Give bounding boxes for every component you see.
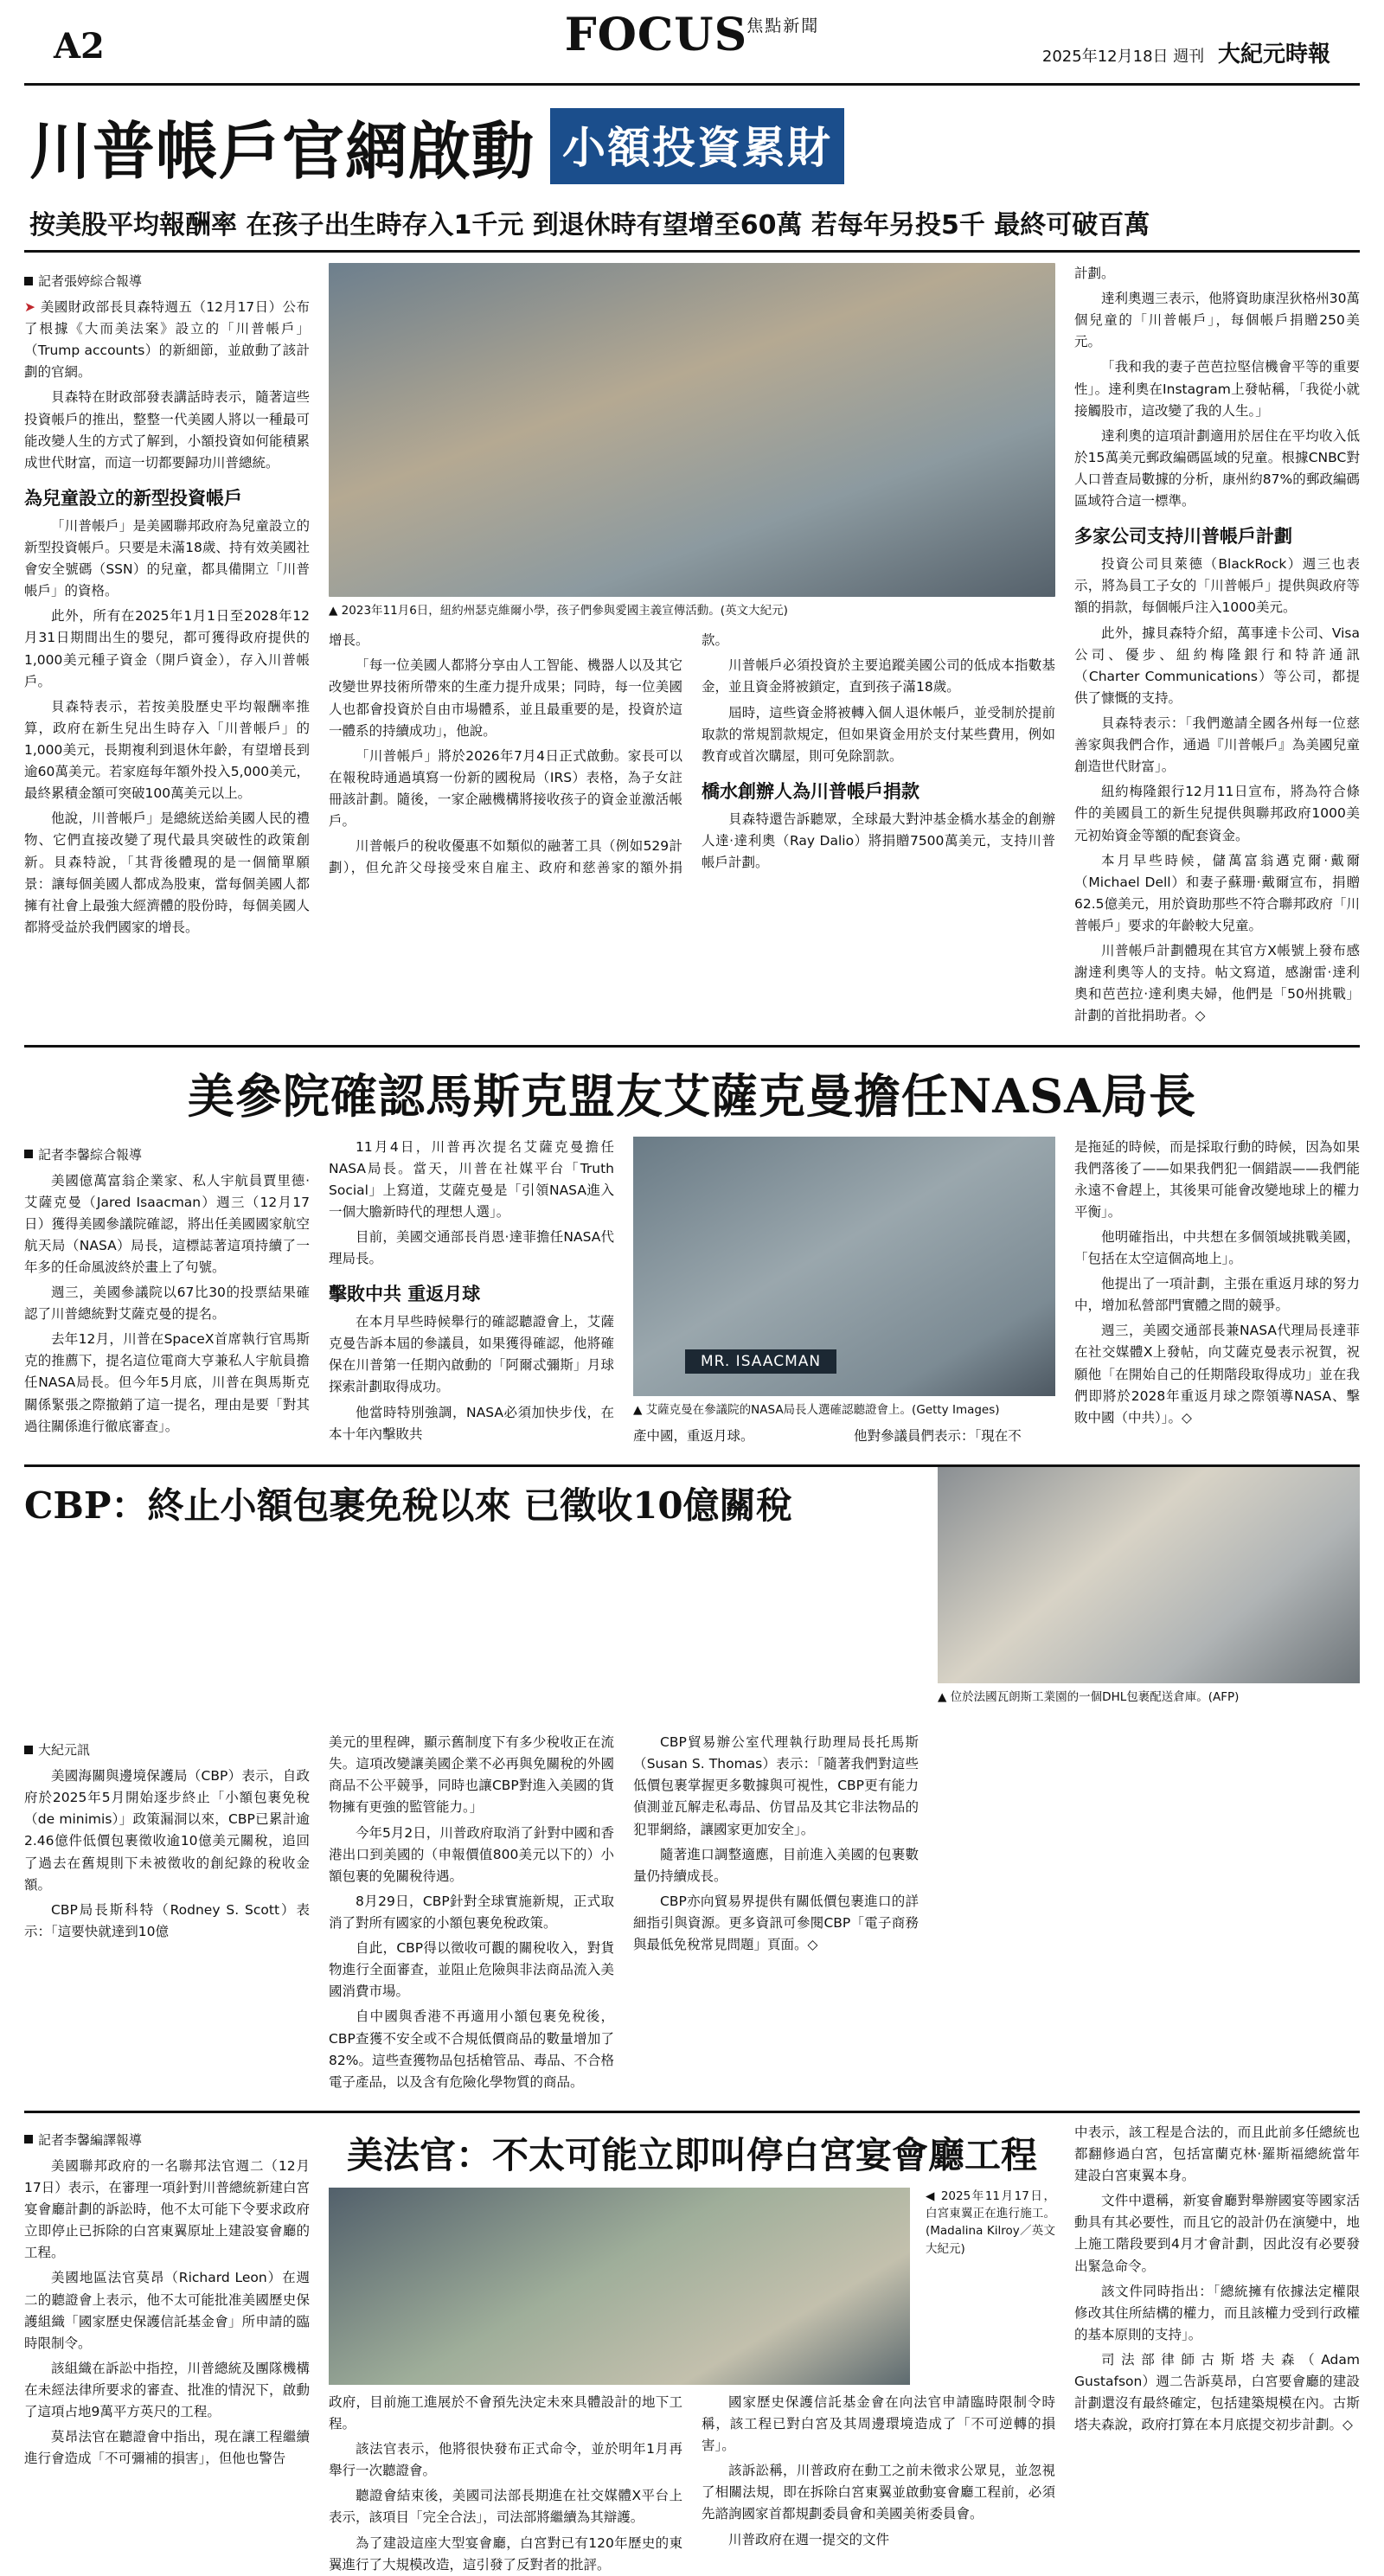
paragraph: 司法部律師古斯塔夫森（Adam Gustafson）週二告訴莫昂，白宮要會廳的建設計劃還沒有最終確定，包括建築規模在內。古斯塔夫森說，政府打算在本月底提交初步計劃。◇ <box>1074 2351 1360 2433</box>
article1-photo <box>329 263 1055 597</box>
article2-subsection: 擊敗中共 重返月球 <box>329 1284 481 1305</box>
witness-nameplate: MR. ISAACMAN <box>685 1349 836 1374</box>
article4-byline <box>24 2131 310 2149</box>
divider <box>24 1045 1360 1048</box>
paragraph: 他提出了一項計劃，主張在重返月球的努力中，增加私營部門實體之間的競爭。 <box>1074 1276 1360 1314</box>
paragraph: 是拖延的時候，而是採取行動的時候，因為如果我們落後了——如果我們犯一個錯誤——我們能永遠不會趕上，其後果可能會改變地球上的權力平衡」。 <box>1074 1138 1360 1220</box>
byline-marker-icon <box>24 277 33 285</box>
article4-photo <box>329 2188 910 2385</box>
paragraph: 達利奧的這項計劃適用於居住在平均收入低於15萬美元郵政編碼區域的兒童。根據CNBC對人口普查局數據的分析，康州約87%的郵政編碼區域符合這一標準。 <box>1074 427 1360 509</box>
section-logo-en: FOCUS <box>564 9 748 61</box>
paragraph: 他對參議員們表示：「現在不 <box>854 1427 1022 1444</box>
byline-text: 記者李馨編譯報導 <box>38 2131 143 2148</box>
paragraph: 此外，據貝森特介紹，萬事達卡公司、Visa公司、優步、紐約梅隆銀行和特許通訊（Charter Communications）等公司，都提供了慷慨的支持。 <box>1074 625 1360 706</box>
article1-byline <box>24 272 310 290</box>
article2-center <box>633 1137 1055 1451</box>
masthead <box>24 0 1360 86</box>
paragraph: 為了建設這座大型宴會廳，白宮對已有120年歷史的東翼進行了大規模改造，這引發了反對者的批評。 <box>329 2534 682 2573</box>
paragraph: 8月29日，CBP針對全球實施新規，正式取消了對所有國家的小額包裹免稅政策。 <box>329 1893 614 1931</box>
paragraph: 11月4日，川普再次提名艾薩克曼擔任NASA局長。當天，川普在社媒平台「Truth Social」上寫道，艾薩克曼是「引領NASA進入一個大膽新時代的理想人選」。 <box>329 1138 614 1220</box>
paragraph: 該文件同時指出：「總統擁有依據法定權限修改其住所結構的權力，而且該權力受到行政權的基本原則的支持」。 <box>1074 2283 1360 2342</box>
article3-photo-caption: ▲ 位於法國瓦朗斯工業園的一個DHL包裹配送倉庫。(AFP) <box>938 1689 1240 1704</box>
article2-center-text <box>633 1426 1055 1451</box>
article2-photo <box>633 1137 1055 1396</box>
paragraph: 貝森特表示，若按美股歷史平均報酬率推算，政府在新生兒出生時存入「川普帳戶」的1,000美元，長期複利到退休年齡，有望增長到逾60萬美元。若家庭每年額外投入5,000美元，最終累積金額可突破100萬美元以上。 <box>24 698 310 802</box>
paragraph: 本月早些時候，儲萬富翁邁克爾·戴爾（Michael Dell）和妻子蘇珊·戴爾宣布，捐贈62.5億美元，用於資助那些不符合聯邦政府「川普帳戶」要求的年齡較大兒童。 <box>1074 852 1360 933</box>
section-logo-cn: 焦點新聞 <box>746 16 820 35</box>
paragraph: 川普帳戶的稅收優惠不如類似的融著工具（例如529計劃），但允許父母接受來自雇主、政府和慈善家的額外捐款。 <box>329 632 729 876</box>
article1-photo-caption: ▲ 2023年11月6日，紐約州瑟克維爾小學，孩子們參與愛國主義宣傳活動。(英文大紀元) <box>329 604 788 618</box>
byline-text: 大紀元訊 <box>38 1742 91 1759</box>
paragraph: 產中國，重返月球。 <box>633 1427 754 1444</box>
article1-headline: 川普帳戶官網啟動 <box>29 114 535 188</box>
paragraph: 該法官表示，他將很快發布正式命令，並於明年1月再舉行一次聽證會。 <box>329 2441 682 2479</box>
paragraph: 計劃。 <box>1074 266 1115 281</box>
paragraph: 美元的里程碑，顯示舊制度下有多少稅收正在流失。這項改變讓美國企業不必再與免關稅的外國商品不公平競爭，同時也讓CBP對進入美國的貨物擁有更強的監管能力。」 <box>329 1734 614 1816</box>
paragraph: 「我和我的妻子芭芭拉堅信機會平等的重要性」。達利奧在Instagram上發帖稱，「我從小就接觸股市，這改變了我的人生。」 <box>1074 359 1360 419</box>
paragraph: 莫昂法官在聽證會中指出，現在讓工程繼續進行會造成「不可彌補的損害」，但他也警告 <box>24 2429 310 2467</box>
paragraph: 中表示，該工程是合法的，而且此前多任總統也都翻修過白宮，包括富蘭克林·羅斯福總統當年建設白宮東翼本身。 <box>1074 2124 1360 2184</box>
article2-byline <box>24 1145 310 1163</box>
paragraph: 川普政府在週一提交的文件 <box>728 2531 890 2547</box>
lead-arrow-icon: ➤ <box>24 299 41 315</box>
article1-center <box>329 263 1055 1031</box>
article4-center <box>329 2122 1055 2576</box>
article2-photo-caption: ▲ 艾薩克曼在參議院的NASA局長人選確認聽證會上。(Getty Images) <box>633 1402 1000 1417</box>
article3-col3 <box>633 1732 919 2097</box>
paragraph: 政府，目前施工進展於不會預先決定未來具體設計的地下工程。 <box>329 2393 682 2432</box>
paragraph: 週三，美國參議院以67比30的投票結果確認了川普總統對艾薩克曼的提名。 <box>24 1285 310 1323</box>
paragraph: 屆時，這些資金將被轉入個人退休帳戶，並受制於提前取款的常規罰款規定，但如果資金用於支付某些費用，例如教育或首次購屋，則可免除罰款。 <box>702 704 1055 764</box>
paragraph: 該訴訟稱，川普政府在動工之前未徵求公眾見，並忽視了相關法規，即在拆除白宮東翼並啟動宴會廳工程前，必須先諮詢國家首都規劃委員會和美國美術委員會。 <box>702 2463 1055 2522</box>
byline-marker-icon <box>24 2135 33 2143</box>
byline-text: 記者李馨綜合報導 <box>38 1146 143 1163</box>
article1-headline-tag: 小額投資累財 <box>550 108 844 184</box>
paragraph: 貝森特還告訴聽眾，全球最大對沖基金橋水基金的創辦人達·達利奧（Ray Dalio）將捐贈7500萬美元，支持川普帳戶計劃。 <box>702 811 1055 871</box>
paragraph: 「川普帳戶」將於2026年7月4日正式啟動。家長可以在報稅時通過填寫一份新的國稅局（IRS）表格，為子女註冊該計劃。隨後，一家企融機構將接收孩子的資金並激活帳戶。 <box>329 747 682 830</box>
paragraph: 他說，川普帳戶」是總統送給美國人民的禮物、它們直接改變了現代最具突破性的政策創新。貝森特說，「其背後體現的是一個簡單願景：讓每個美國人都成為股東，當每個美國人都擁有社會上最強大經濟體的股份時，每個美國人都將受益於我們國家的增長。 <box>24 811 310 935</box>
paragraph: 川普帳戶必須投資於主要追蹤美國公司的低成本指數基金，並且資金將被鎖定，直到孩子滿18歲。 <box>702 657 1055 695</box>
paragraph: 「每一位美國人都將分享由人工智能、機器人以及其它改變世界技術所帶來的生產力提升成果；同時，每一位美國人也都會投資於自由市場體系，並且最重要的是，投資於這一體系的持續成功」，他說。 <box>329 657 682 739</box>
paragraph: 自中國與香港不再適用小額包裹免稅後，CBP查獲不安全或不合規低價商品的數量增加了82%。這些查獲物品包括槍管品、毒品、不合格電子產品，以及含有危險化學物質的商品。 <box>329 2009 614 2090</box>
article2-headline: 美參院確認馬斯克盟友艾薩克曼擔任NASA局長 <box>187 1067 1197 1124</box>
paragraph: 美國地區法官莫昂（Richard Leon）在週二的聽證會上表示，他不太可能批准美國歷史保護組織「國家歷史保護信託基金會」所申請的臨時限制令。 <box>24 2270 310 2351</box>
paragraph: 目前，美國交通部長肖恩·達菲擔任NASA代理局長。 <box>329 1228 614 1267</box>
section-logo <box>565 9 820 61</box>
paragraph: CBP貿易辦公室代理執行助理局長托馬斯（Susan S. Thomas）表示：「隨著我們對這些低價包裹掌握更多數據與可視性，CBP更有能力偵測並瓦解走私毒品、仿冒品及其它非法物品的犯罪網絡，讓國家更加安全」。 <box>633 1734 919 1837</box>
article1-col1 <box>24 263 310 1031</box>
article3-col1 <box>24 1732 310 2097</box>
paragraph: 貝森特表示：「我們邀請全國各州每一位慈善家與我們合作，通過『川普帳戶』為美國兒童創造世代財富」。 <box>1074 714 1360 775</box>
paper-name: 大紀元時報 <box>1217 42 1330 67</box>
paragraph: 今年5月2日，川普政府取消了針對中國和香港出口到美國的（申報價值800美元以下的）小額包裹的免關稅待遇。 <box>329 1824 614 1884</box>
paragraph: 他明確指出，中共想在多個領域挑戰美國，「包括在太空這個高地上」。 <box>1074 1228 1360 1267</box>
page-number: A2 <box>54 26 105 67</box>
article3-photo-wrap <box>938 1467 1360 1713</box>
paragraph: 週三，美國交通部長兼NASA代理局長達菲在社交媒體X上發帖，向艾薩克曼表示祝賀，祝願他「在開始自己的任期階段取得成功」並在我們即將於2028年重返月球之際領導NASA、擊敗中國（中共）」。◇ <box>1074 1323 1360 1426</box>
issue-date: 2025年12月18日 週刊 <box>1041 48 1205 66</box>
paragraph: 自此，CBP得以徵收可觀的關稅收入，對貨物進行全面審查，並阻止危險與非法商品流入美國消費市場。 <box>329 1940 614 2000</box>
article1-subsection-2: 橋水創辦人為川普帳戶捐款 <box>702 780 919 802</box>
article4-body <box>24 2122 1360 2576</box>
paragraph: 「川普帳戶」是美國聯邦政府為兒童設立的新型投資帳戶。只要是未滿18歲、持有效美國社會安全號碼（SSN）的兒童，都具備開立「川普帳戶」的資格。 <box>24 517 310 599</box>
paragraph: CBP亦向貿易界提供有關低價包裹進口的詳細指引與資源。更多資訊可參閱CBP「電子商務與最低免稅常見問題」頁面。◇ <box>633 1893 919 1953</box>
paragraph: 去年12月，川普在SpaceX首席執行官馬斯克的推薦下，提名這位電商大亨兼私人宇航員擔任NASA局長。但今年5月底，川普在與馬斯克關係緊張之際撤銷了這一提名，理由是要「對其過往關係進行徹底審查」。 <box>24 1331 310 1434</box>
article2-col1 <box>24 1137 310 1451</box>
article3-col2 <box>329 1732 614 2097</box>
paragraph: 在本月早些時候舉行的確認聽證會上，艾薩克曼告訴本屆的參議員，如果獲得確認，他將確保在川普第一任期內啟動的「阿爾忒彌斯」月球探索計劃取得成功。 <box>329 1314 614 1395</box>
paragraph: 此外，所有在2025年1月1日至2028年12月31日期間出生的嬰兒，都可獲得政府提供的1,000美元種子資金（開戶資金），存入川普帳戶。 <box>24 608 310 689</box>
paragraph: 投資公司貝萊德（BlackRock）週三也表示，將為員工子女的「川普帳戶」提供與政府等額的捐款，每個帳戶注入1000美元。 <box>1074 556 1360 616</box>
article3-byline <box>24 1740 310 1759</box>
article2-body <box>24 1137 1360 1451</box>
paragraph: 達利奧週三表示，他將資助康涅狄格州30萬個兒童的「川普帳戶」，每個帳戶捐贈250美元。 <box>1074 291 1360 350</box>
article1-headline-row <box>24 101 1360 191</box>
divider <box>24 2111 1360 2113</box>
byline-text: 記者張婷綜合報導 <box>38 273 143 289</box>
article1-col2 <box>329 630 1055 879</box>
byline-marker-icon <box>24 1150 33 1158</box>
paragraph: 美國海關與邊境保護局（CBP）表示，自政府於2025年5月開始逐步終止「小額包裹免稅（de minimis）」政策漏洞以來，CBP已累計逾2.46億件低價包裹徵收逾10億美元關稅，追回了過去在舊規則下未被徵收的創紀錄的稅收金額。 <box>24 1768 310 1893</box>
paragraph: ➤ 美國財政部長貝森特週五（12月17日）公布了根據《大而美法案》設立的「川普帳戶」（Trump accounts）的新細節，並啟動了該計劃的官網。 <box>24 299 310 381</box>
paragraph: 國家歷史保護信託基金會在向法官申請臨時限制令時稱，該工程已對白宮及其周邊環境造成了「不可逆轉的損害」。 <box>702 2393 1055 2454</box>
paragraph: 川普帳戶計劃體現在其官方X帳號上發布感謝達利奧等人的支持。帖文寫道，感謝雷·達利奧和芭芭拉·達利奧夫婦，他們是「50州挑戰」計劃的首批捐助者。◇ <box>1074 943 1360 1024</box>
article3-headline: CBP：終止小額包裹免稅以來 已徵收10億關稅 <box>24 1483 792 1527</box>
article4-col2 <box>329 2392 1055 2576</box>
article1-col3 <box>1074 263 1360 1031</box>
article4-headline: 美法官：不太可能立即叫停白宮宴會廳工程 <box>346 2133 1037 2176</box>
paragraph: 貝森特在財政部發表講話時表示，隨著這些投資帳戶的推出，整整一代美國人將以一種最可能改變人生的方式了解到，小額投資如何能積累成世代財富，而這一切都要歸功川普總統。 <box>24 389 310 471</box>
paragraph: 紐約梅隆銀行12月11日宣布，將為符合條件的美國員工的新生兒提供與聯邦政府1000美元初始資金等額的配套資金。 <box>1074 784 1360 843</box>
paragraph: 聽證會結束後，美國司法部長期進在社交媒體X平台上表示，該項目「完全合法」，司法部將繼續為其辯護。 <box>329 2488 682 2526</box>
paragraph: CBP局長斯科特（Rodney S. Scott）表示：「這要快就達到10億 <box>24 1901 310 1939</box>
article1-subsection-1: 為兒童設立的新型投資帳戶 <box>24 487 242 509</box>
article1-subhead: 按美股平均報酬率 在孩子出生時存入1千元 到退休時有望增至60萬 若每年另投5千 最終可破百萬 <box>29 210 1150 240</box>
article3-body <box>24 1467 1360 2097</box>
article1-subsection-3: 多家公司支持川普帳戶計劃 <box>1074 526 1292 548</box>
paragraph: 增長。 <box>329 632 369 649</box>
paragraph: 美國億萬富翁企業家、私人宇航員賈里德·艾薩克曼（Jared Isaacman）週三（12月17日）獲得美國參議院確認，將出任美國國家航空航天局（NASA）局長，這標誌著這項持續了一年多的任命風波終於畫上了句號。 <box>24 1172 310 1275</box>
article4-col1 <box>24 2122 310 2576</box>
paragraph: 美國聯邦政府的一名聯邦法官週二（12月17日）表示，在審理一項針對川普總統新建白宮宴會廳計劃的訴訟時，他不太可能下令要求政府立即停止已拆除的白宮東翼原址上建設宴會廳的工程。 <box>24 2157 310 2261</box>
paragraph: 隨著進口調整適應，目前進入美國的包裹數量仍持續成長。 <box>633 1846 919 1884</box>
masthead-date-paper <box>1042 36 1330 68</box>
article4-col3 <box>1074 2122 1360 2576</box>
paragraph: 他當時特別強調，NASA必須加快步伐，在本十年內擊敗共 <box>329 1404 614 1442</box>
article2-col4 <box>1074 1137 1360 1451</box>
article3-photo <box>938 1467 1360 1683</box>
paragraph: 該組織在訴訟中指控，川普總統及團隊機構在未經法律所要求的審查、批准的情況下，啟動了這項占地9萬平方英尺的工程。 <box>24 2360 310 2420</box>
article4-photo-caption: ◀ 2025年11月17日，白宮東翼正在進行施工。(Madalina Kilroy／英文大紀元) <box>926 2188 1055 2256</box>
paragraph: 文件中還稱，新宴會廳對舉辦國宴等國家活動具有其必要性，而且它的設計仍在演變中，地上施工階段要到4月才會計劃，因此沒有必要發出緊急命令。 <box>1074 2193 1360 2274</box>
article2-col2 <box>329 1137 614 1451</box>
article1-body <box>24 263 1360 1031</box>
byline-marker-icon <box>24 1746 33 1754</box>
divider <box>24 250 1360 253</box>
